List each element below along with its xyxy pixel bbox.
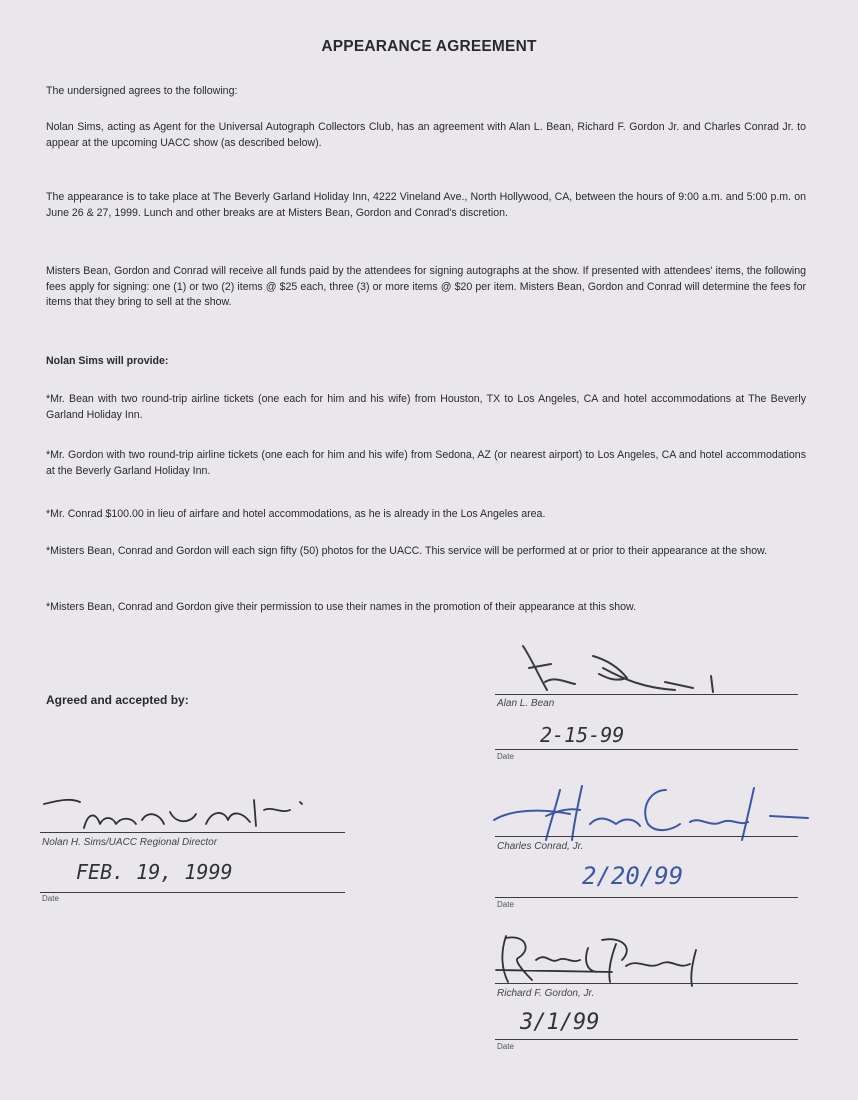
intro-line: The undersigned agrees to the following: <box>46 85 238 97</box>
bean-signature-line <box>495 694 798 695</box>
gordon-signature <box>492 930 732 990</box>
provision-gordon: *Mr. Gordon with two round-trip airline tickets (one each for him and his wife) from Sedona, AZ (or nearest airport) to Los Angeles, CA and hotel accommodations at the Beverly Garland Holiday Inn. <box>46 449 806 477</box>
sims-signature <box>40 790 320 835</box>
gordon-date-line <box>495 1039 798 1040</box>
paragraph-venue: The appearance is to take place at The Beverly Garland Holiday Inn, 4222 Vineland Ave., North Hollywood, CA, between the hours of 9:00 a.m. and 5:00 p.m. on June 26 & 27, 1999. Lunch and other breaks are at Misters Bean, Gordon and Conrad's discretion. <box>46 191 806 219</box>
bean-date-label: Date <box>497 752 514 761</box>
conrad-signature <box>490 780 810 850</box>
bean-signature <box>515 638 735 700</box>
gordon-signature-line <box>495 983 798 984</box>
bean-date-value: 2-15-99 <box>540 723 625 747</box>
gordon-date-value: 3/1/99 <box>520 1010 600 1035</box>
sims-name-label: Nolan H. Sims/UACC Regional Director <box>42 837 218 848</box>
conrad-signature-line <box>495 836 798 837</box>
provide-heading: Nolan Sims will provide: <box>46 355 169 367</box>
agreed-accepted-label: Agreed and accepted by: <box>46 693 189 707</box>
sims-date-label: Date <box>42 894 59 903</box>
conrad-date-label: Date <box>497 900 514 909</box>
bean-name-label: Alan L. Bean <box>497 698 555 709</box>
document-title: APPEARANCE AGREEMENT <box>321 38 537 55</box>
provision-bean: *Mr. Bean with two round-trip airline tickets (one each for him and his wife) from Houston, TX to Los Angeles, CA and hotel accommodations at The Beverly Garland Holiday Inn. <box>46 393 806 421</box>
sims-date-line <box>40 892 345 893</box>
paragraph-fees: Misters Bean, Gordon and Conrad will receive all funds paid by the attendees for signing autographs at the show. If presented with attendees' items, the following fees apply for signing: one (1) or two (2) items @ $25 each, three (3) or more items @ $20 per item. Misters Bean, Gordon and Conrad will determine the fees for items that they bring to sell at the show. <box>46 265 806 308</box>
conrad-name-label: Charles Conrad, Jr. <box>497 841 584 852</box>
conrad-date-line <box>495 897 798 898</box>
sims-date-value: FEB. 19, 1999 <box>76 860 233 884</box>
sims-signature-line <box>40 832 345 833</box>
provision-photos: *Misters Bean, Conrad and Gordon will each sign fifty (50) photos for the UACC. This service will be performed at or prior to their appearance at the show. <box>46 545 768 557</box>
gordon-date-label: Date <box>497 1042 514 1051</box>
bean-date-line <box>495 749 798 750</box>
conrad-date-value: 2/20/99 <box>582 862 684 890</box>
gordon-name-label: Richard F. Gordon, Jr. <box>497 988 595 999</box>
provision-conrad: *Mr. Conrad $100.00 in lieu of airfare and hotel accommodations, as he is already in the Los Angeles area. <box>46 508 546 520</box>
paragraph-agent: Nolan Sims, acting as Agent for the Universal Autograph Collectors Club, has an agreement with Alan L. Bean, Richard F. Gordon Jr. and Charles Conrad Jr. to appear at the upcoming UACC show (as described below). <box>46 121 806 149</box>
provision-permission: *Misters Bean, Conrad and Gordon give their permission to use their names in the promotion of their appearance at this show. <box>46 601 637 613</box>
